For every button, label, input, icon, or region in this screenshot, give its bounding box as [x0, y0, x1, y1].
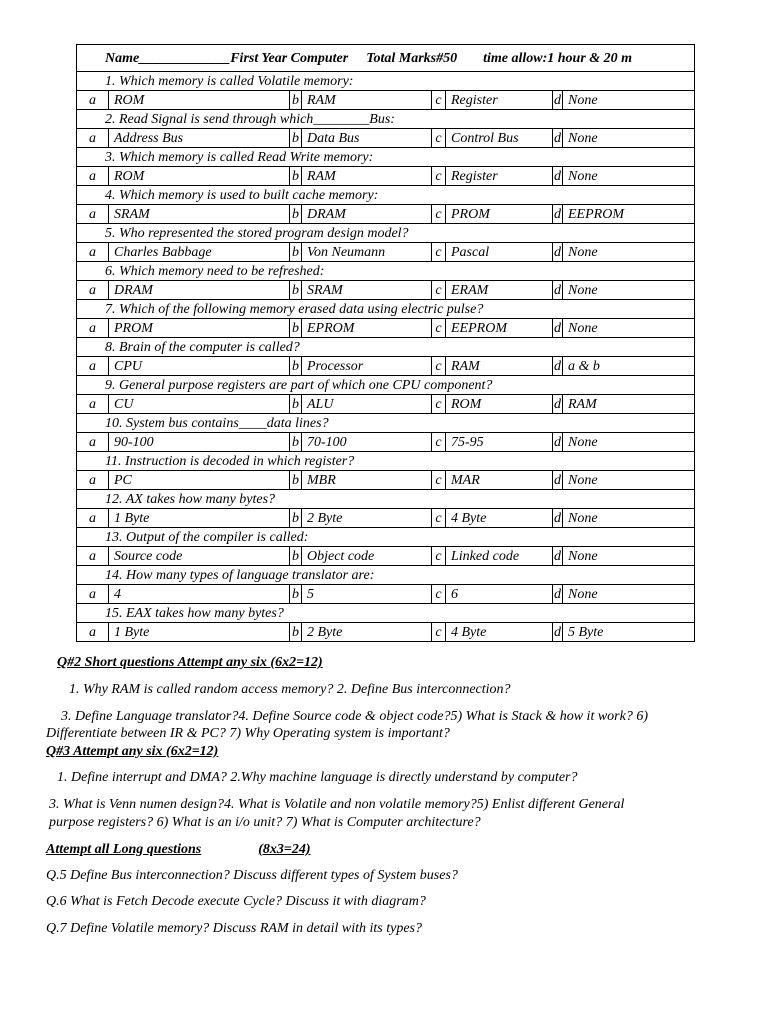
option-d-text: None: [563, 509, 695, 528]
q3-line-3: purpose registers? 6) What is an i/o unit? 7) What is Computer architecture?: [49, 815, 481, 830]
option-c-text: Linked code: [446, 547, 553, 566]
option-letter-c: c: [432, 129, 446, 148]
question-row: [77, 110, 695, 129]
long-q7: Q.7 Define Volatile memory? Discuss RAM in detail with its types?: [46, 921, 423, 936]
long-questions-heading: [46, 842, 311, 858]
option-letter-d: d: [554, 168, 561, 184]
options-row: [77, 129, 695, 148]
option-letter-c: c: [432, 585, 446, 604]
long-q5: Q.5 Define Bus interconnection? Discuss different types of System buses?: [46, 868, 458, 883]
option-b-text: Von Neumann: [302, 243, 432, 262]
option-b-text: Object code: [302, 547, 432, 566]
q2-line-3: Differentiate between IR & PC? 7) Why Operating system is important?: [46, 726, 450, 741]
question-row: [77, 338, 695, 357]
option-letter-a: a: [77, 357, 109, 376]
q2-line-2: 3. Define Language translator?4. Define Source code & object code?5) What is Stack & how it work? 6): [61, 709, 648, 724]
option-c-text: Pascal: [446, 243, 553, 262]
question-row: [77, 414, 695, 433]
option-letter-c: c: [432, 433, 446, 452]
option-letter-c: c: [432, 205, 446, 224]
question-text: 9. General purpose registers are part of which one CPU component?: [77, 376, 695, 395]
option-b-text: 2 Byte: [302, 623, 432, 642]
option-letter-d: d: [554, 434, 561, 450]
option-d-text: None: [563, 281, 695, 300]
question-row: [77, 376, 695, 395]
option-letter-a: a: [77, 547, 109, 566]
header-row: [77, 45, 695, 72]
option-letter-b: b: [290, 243, 302, 262]
option-letter-d: d: [554, 548, 561, 564]
option-letter-a: a: [77, 433, 109, 452]
option-c-text: ROM: [446, 395, 553, 414]
option-b-text: MBR: [302, 471, 432, 490]
options-row: [77, 433, 695, 452]
option-letter-c: c: [432, 91, 446, 110]
option-d-text: None: [563, 471, 695, 490]
option-b-text: RAM: [302, 167, 432, 186]
option-d-text: None: [563, 585, 695, 604]
option-a-text: SRAM: [109, 205, 290, 224]
option-letter-a: a: [77, 623, 109, 642]
question-row: [77, 604, 695, 623]
option-d-text: None: [563, 167, 695, 186]
option-letter-b: b: [290, 471, 302, 490]
option-c-text: ERAM: [446, 281, 553, 300]
options-row: [77, 509, 695, 528]
option-letter-b: b: [290, 509, 302, 528]
option-letter-a: a: [77, 395, 109, 414]
option-letter-c: c: [432, 623, 446, 642]
option-a-text: Charles Babbage: [109, 243, 290, 262]
option-letter-c: c: [432, 357, 446, 376]
option-letter-d: d: [554, 358, 561, 374]
option-a-text: 1 Byte: [109, 509, 290, 528]
question-row: [77, 452, 695, 471]
option-a-text: 90-100: [109, 433, 290, 452]
name-field-label: Name_____________: [105, 50, 231, 66]
long-heading-text: Attempt all Long questions: [46, 842, 202, 857]
question-text: 3. Which memory is called Read Write memory:: [77, 148, 695, 167]
option-letter-c: c: [432, 281, 446, 300]
question-row: [77, 224, 695, 243]
option-letter-d: d: [554, 586, 561, 602]
option-letter-c: c: [432, 167, 446, 186]
option-letter-a: a: [77, 91, 109, 110]
option-d-text: RAM: [563, 395, 695, 414]
option-d-text: None: [563, 129, 695, 148]
option-letter-b: b: [290, 547, 302, 566]
option-letter-d: d: [554, 510, 561, 526]
option-a-text: DRAM: [109, 281, 290, 300]
option-d-text: None: [563, 91, 695, 110]
question-text: 2. Read Signal is send through which________Bus:: [77, 110, 695, 129]
option-letter-d: d: [554, 396, 561, 412]
options-row: [77, 547, 695, 566]
question-text: 8. Brain of the computer is called?: [77, 338, 695, 357]
option-b-text: RAM: [302, 91, 432, 110]
exam-title: First Year Computer: [230, 50, 349, 66]
options-row: [77, 243, 695, 262]
option-c-text: 4 Byte: [446, 509, 553, 528]
option-d-text: None: [563, 243, 695, 262]
question-text: 12. AX takes how many bytes?: [77, 490, 695, 509]
question-text: 15. EAX takes how many bytes?: [77, 604, 695, 623]
option-d-text: None: [563, 547, 695, 566]
option-letter-a: a: [77, 129, 109, 148]
question-row: [77, 300, 695, 319]
option-b-text: 70-100: [302, 433, 432, 452]
question-text: 1. Which memory is called Volatile memory:: [77, 72, 695, 91]
options-row: [77, 395, 695, 414]
mcq-table: [76, 44, 695, 642]
option-d-text: 5 Byte: [563, 623, 695, 642]
option-a-text: Address Bus: [109, 129, 290, 148]
question-text: 14. How many types of language translator are:: [77, 566, 695, 585]
option-letter-d: d: [554, 92, 561, 108]
option-letter-c: c: [432, 395, 446, 414]
option-letter-b: b: [290, 433, 302, 452]
exam-header: [77, 45, 695, 72]
option-letter-a: a: [77, 205, 109, 224]
options-row: [77, 281, 695, 300]
option-b-text: EPROM: [302, 319, 432, 338]
long-q6: Q.6 What is Fetch Decode execute Cycle? Discuss it with diagram?: [46, 894, 426, 909]
question-row: [77, 528, 695, 547]
option-letter-a: a: [77, 243, 109, 262]
long-marks: (8x3=24): [258, 842, 311, 857]
question-row: [77, 148, 695, 167]
q3-line-1: 1. Define interrupt and DMA? 2.Why machine language is directly understand by computer?: [57, 770, 578, 785]
option-letter-b: b: [290, 357, 302, 376]
option-b-text: Data Bus: [302, 129, 432, 148]
question-row: [77, 72, 695, 91]
option-c-text: 6: [446, 585, 553, 604]
option-b-text: 2 Byte: [302, 509, 432, 528]
options-row: [77, 471, 695, 490]
options-row: [77, 357, 695, 376]
q3-heading: Q#3 Attempt any six (6x2=12): [46, 744, 219, 759]
options-row: [77, 91, 695, 110]
question-text: 4. Which memory is used to built cache memory:: [77, 186, 695, 205]
option-letter-b: b: [290, 167, 302, 186]
option-letter-c: c: [432, 547, 446, 566]
option-letter-c: c: [432, 509, 446, 528]
option-c-text: Register: [446, 167, 553, 186]
option-b-text: DRAM: [302, 205, 432, 224]
option-d-text: EEPROM: [563, 205, 695, 224]
options-row: [77, 319, 695, 338]
options-row: [77, 167, 695, 186]
option-c-text: PROM: [446, 205, 553, 224]
option-c-text: 4 Byte: [446, 623, 553, 642]
option-b-text: ALU: [302, 395, 432, 414]
option-letter-d: d: [554, 244, 561, 260]
option-letter-a: a: [77, 585, 109, 604]
option-c-text: Control Bus: [446, 129, 553, 148]
option-letter-c: c: [432, 243, 446, 262]
option-letter-d: d: [554, 282, 561, 298]
option-letter-a: a: [77, 281, 109, 300]
question-text: 6. Which memory need to be refreshed:: [77, 262, 695, 281]
option-b-text: 5: [302, 585, 432, 604]
option-letter-d: d: [554, 472, 561, 488]
option-letter-b: b: [290, 395, 302, 414]
option-letter-c: c: [432, 319, 446, 338]
option-a-text: ROM: [109, 167, 290, 186]
question-text: 11. Instruction is decoded in which register?: [77, 452, 695, 471]
option-a-text: 1 Byte: [109, 623, 290, 642]
option-c-text: RAM: [446, 357, 553, 376]
option-letter-b: b: [290, 129, 302, 148]
q3-line-2: 3. What is Venn numen design?4. What is Volatile and non volatile memory?5) Enlist different General: [49, 797, 625, 812]
option-d-text: None: [563, 433, 695, 452]
options-row: [77, 585, 695, 604]
option-letter-d: d: [554, 320, 561, 336]
option-letter-d: d: [554, 130, 561, 146]
option-a-text: CU: [109, 395, 290, 414]
option-c-text: Register: [446, 91, 553, 110]
option-letter-b: b: [290, 91, 302, 110]
option-b-text: SRAM: [302, 281, 432, 300]
option-a-text: Source code: [109, 547, 290, 566]
option-c-text: MAR: [446, 471, 553, 490]
option-letter-a: a: [77, 167, 109, 186]
option-letter-a: a: [77, 509, 109, 528]
option-d-text: None: [563, 319, 695, 338]
option-d-text: a & b: [563, 357, 695, 376]
option-letter-b: b: [290, 319, 302, 338]
question-row: [77, 262, 695, 281]
option-letter-b: b: [290, 623, 302, 642]
option-letter-d: d: [554, 206, 561, 222]
question-row: [77, 490, 695, 509]
option-c-text: EEPROM: [446, 319, 553, 338]
option-a-text: CPU: [109, 357, 290, 376]
option-letter-b: b: [290, 281, 302, 300]
question-text: 5. Who represented the stored program design model?: [77, 224, 695, 243]
question-text: 10. System bus contains____data lines?: [77, 414, 695, 433]
question-row: [77, 186, 695, 205]
time-allowed: time allow:1 hour & 20 m: [483, 50, 633, 66]
q2-line-1: 1. Why RAM is called random access memory? 2. Define Bus interconnection?: [69, 682, 511, 697]
option-letter-d: d: [554, 624, 561, 640]
options-row: [77, 205, 695, 224]
total-marks: Total Marks#50: [366, 50, 458, 66]
question-text: 13. Output of the compiler is called:: [77, 528, 695, 547]
option-a-text: 4: [109, 585, 290, 604]
option-letter-a: a: [77, 319, 109, 338]
option-letter-a: a: [77, 471, 109, 490]
option-letter-b: b: [290, 585, 302, 604]
question-text: 7. Which of the following memory erased data using electric pulse?: [77, 300, 695, 319]
option-letter-b: b: [290, 205, 302, 224]
q2-heading: Q#2 Short questions Attempt any six (6x2=12): [57, 655, 323, 670]
option-b-text: Processor: [302, 357, 432, 376]
question-row: [77, 566, 695, 585]
option-a-text: PC: [109, 471, 290, 490]
options-row: [77, 623, 695, 642]
option-letter-c: c: [432, 471, 446, 490]
option-a-text: ROM: [109, 91, 290, 110]
option-a-text: PROM: [109, 319, 290, 338]
option-c-text: 75-95: [446, 433, 553, 452]
